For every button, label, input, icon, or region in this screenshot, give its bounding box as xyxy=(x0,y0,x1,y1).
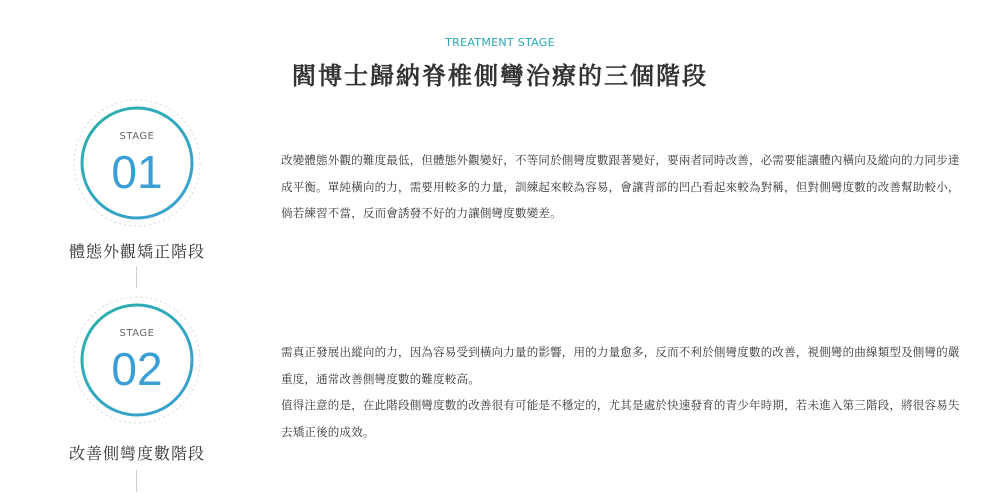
stage-description-paragraph: 值得注意的是，在此階段側彎度數的改善很有可能是不穩定的，尤其是處於快速發育的青少年時期，若未進入第三階段，將很容易失去矯正後的成效。 xyxy=(281,398,960,439)
stage-name: 體態外觀矯正階段 xyxy=(68,242,205,261)
stage-label: STAGE xyxy=(119,328,155,339)
stage-description xyxy=(281,147,971,227)
section-subtitle: TREATMENT STAGE xyxy=(445,36,555,49)
stage-number: 01 xyxy=(111,146,163,198)
stage-label: STAGE xyxy=(119,131,155,142)
stage-description xyxy=(281,339,971,445)
stage-number: 02 xyxy=(111,343,163,395)
page-title: 閻博士歸納脊椎側彎治療的三個階段 xyxy=(292,62,708,90)
stage-description-paragraph: 改變體態外觀的難度最低，但體態外觀變好，不等同於側彎度數跟著變好，要兩者同時改善，必需要能讓體內橫向及縱向的力同步達成平衡。單純橫向的力，需要用較多的力量，訓練起來較為容易，會讓背部的凹凸看起來較為對稱，但對側彎度數的改善幫助較小，倘若練習不當，反而會誘發不好的力讓側彎度數變差。 xyxy=(281,153,960,220)
stage-connector-line xyxy=(136,470,137,492)
stage-connector-line xyxy=(136,266,137,288)
stage-badge-1 xyxy=(72,98,202,228)
stage-badge-2 xyxy=(72,295,202,425)
stage-name: 改善側彎度數階段 xyxy=(68,444,205,463)
stage-description-paragraph: 需真正發展出縱向的力，因為容易受到橫向力量的影響，用的力量愈多，反而不利於側彎度數的改善，視側彎的曲線類型及側彎的嚴重度，通常改善側彎度數的難度較高。 xyxy=(281,345,960,386)
